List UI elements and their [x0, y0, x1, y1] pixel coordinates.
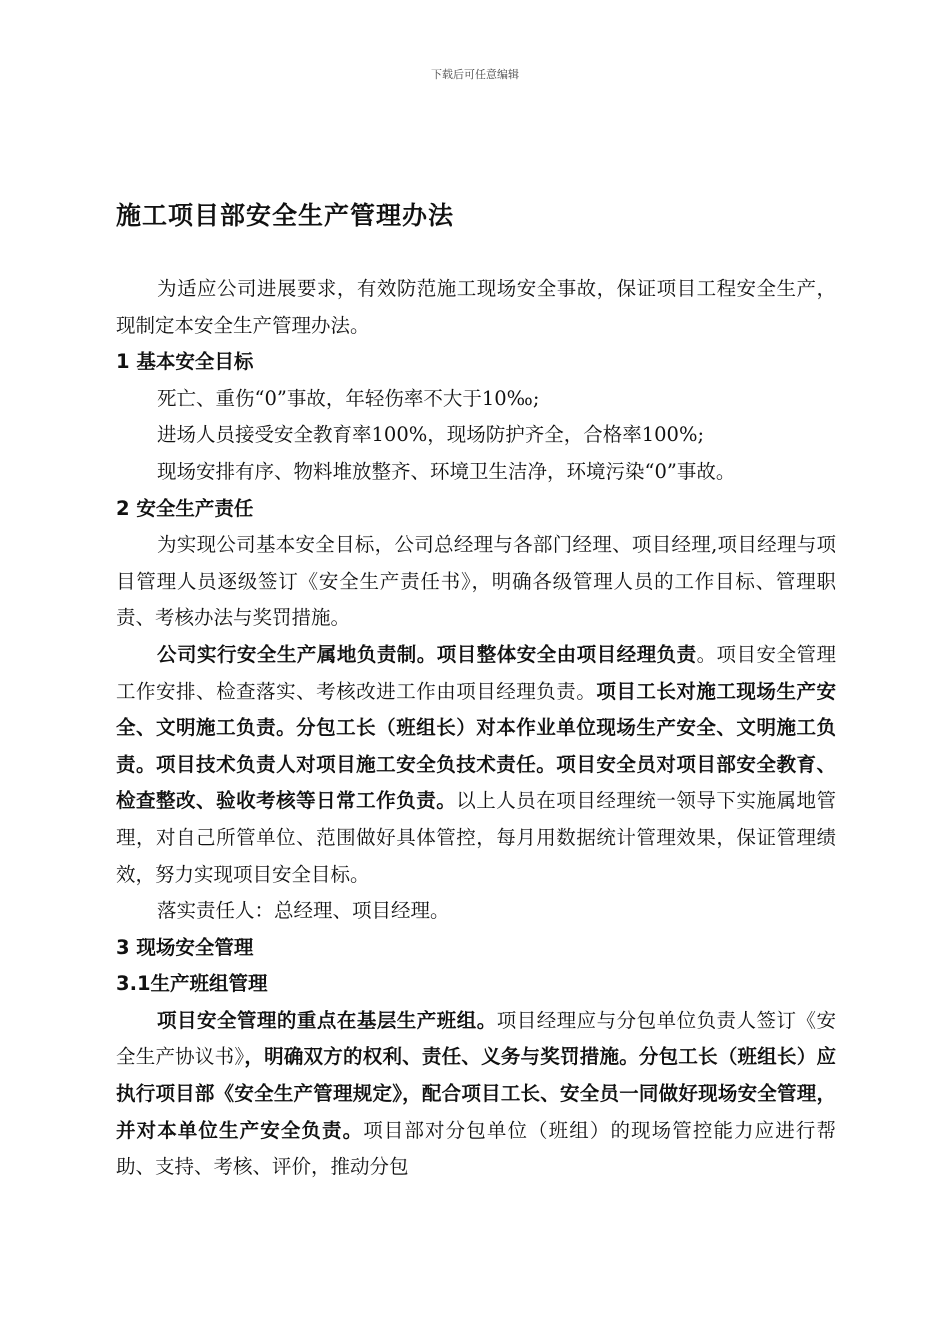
- goal-item-1: 死亡、重伤“0”事故，年轻伤率不大于10‰;: [157, 386, 540, 410]
- normal-text: 项目经理应与分包单位负责人签订《安全生产协议书》: [116, 1008, 836, 1069]
- responsibility-paragraph-2: [116, 637, 836, 893]
- bold-text: ，明确双方的权利、责任、义务与奖罚措施。: [244, 1045, 639, 1069]
- normal-text: 以上人员在项目经理统一领导下实施属地管理，对自己所管单位、范围做好具体管控，每月用数据统计管理效果，保证管理绩效，努力实现项目安全目标。: [116, 789, 836, 886]
- section-3-1-heading: 3.1生产班组管理: [116, 972, 268, 996]
- section-1-heading: 1 基本安全目标: [116, 350, 254, 374]
- document-body: [116, 271, 836, 1186]
- normal-text: 项目部对分包单位（班组）的现场管控能力应进行帮助、支持、考核、评价，推动分包: [116, 1118, 836, 1179]
- header-note: 下载后可任意编辑: [431, 68, 519, 81]
- goal-item-2: 进场人员接受安全教育率100%，现场防护齐全，合格率100%;: [157, 423, 705, 447]
- bold-text: 项目工长对施工现场生产安全、文明施工负责。分包工长（班组长）对本作业单位现场生产安全、文明施工负责。项目技术负责人对项目施工安全负技术责任。项目安全员对项目部安全教育、检查整改、验收考核等日常工作负责。: [116, 679, 836, 813]
- normal-text: 。项目安全管理工作安排、检查落实、考核改进工作由项目经理负责。: [116, 642, 836, 703]
- bold-text: 分包工长（班组长）应执行项目部《安全生产管理规定》，配合项目工长、安全员一同做好现场安全管理，并对本单位生产安全负责。: [116, 1045, 836, 1142]
- bold-text: 公司实行安全生产属地负责制。项目整体安全由项目经理负责: [157, 642, 697, 666]
- intro-paragraph: 为适应公司进展要求，有效防范施工现场安全事故，保证项目工程安全生产，现制定本安全生产管理办法。: [116, 277, 836, 337]
- goal-item-3: 现场安排有序、物料堆放整齐、环境卫生洁净，环境污染“0”事故。: [157, 459, 736, 483]
- section-3-heading: 3 现场安全管理: [116, 935, 254, 959]
- document-title: 施工项目部安全生产管理办法: [116, 201, 455, 230]
- responsible-person-line: 落实责任人：总经理、项目经理。: [157, 899, 450, 923]
- section-2-heading: 2 安全生产责任: [116, 496, 254, 520]
- team-management-paragraph: [116, 1003, 836, 1186]
- responsibility-paragraph-1: 为实现公司基本安全目标，公司总经理与各部门经理、项目经理,项目经理与项目管理人员逐级签订《安全生产责任书》，明确各级管理人员的工作目标、管理职责、考核办法与奖罚措施。: [116, 533, 836, 630]
- bold-text: 项目安全管理的重点在基层生产班组。: [157, 1008, 497, 1032]
